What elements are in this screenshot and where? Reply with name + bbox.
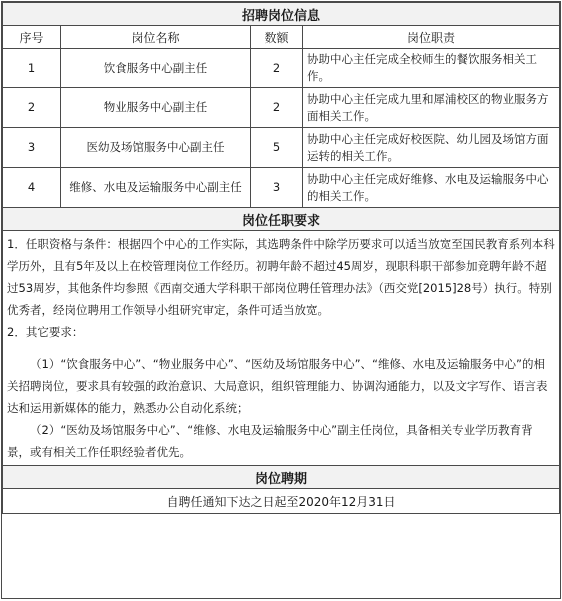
table-row bbox=[3, 49, 560, 88]
row-no: 2 bbox=[3, 88, 61, 128]
row-no: 1 bbox=[3, 49, 61, 88]
header-duty: 岗位职责 bbox=[303, 26, 560, 49]
row-count: 5 bbox=[251, 128, 303, 168]
section-title-positions: 招聘岗位信息 bbox=[3, 3, 560, 26]
row-name: 物业服务中心副主任 bbox=[61, 88, 251, 128]
requirement-other-1: （1）“饮食服务中心”、“物业服务中心”、“医幼及场馆服务中心”、“维修、水电及运输服务中心”的相关招聘岗位，要求具有较强的政治意识、大局意识，组织管理能力、协调沟通能力，以及文字写作、语言表达和运用新媒体的能力，熟悉办公自动化系统； bbox=[7, 357, 548, 415]
section-title-requirements: 岗位任职要求 bbox=[3, 208, 560, 231]
row-no: 3 bbox=[3, 128, 61, 168]
requirements-body bbox=[3, 231, 560, 466]
row-duty: 协助中心主任完成全校师生的餐饮服务相关工作。 bbox=[303, 49, 560, 88]
row-no: 4 bbox=[3, 168, 61, 208]
requirement-other-heading: 2．其它要求： bbox=[7, 325, 84, 339]
job-info-table bbox=[2, 2, 560, 514]
requirement-other-2: （2）“医幼及场馆服务中心”、“维修、水电及运输服务中心”副主任岗位，具备相关专业学历教育背景，或有相关工作任职经验者优先。 bbox=[7, 423, 533, 459]
table-row bbox=[3, 128, 560, 168]
table-row bbox=[3, 88, 560, 128]
job-posting-document bbox=[1, 1, 561, 599]
row-duty: 协助中心主任完成九里和犀浦校区的物业服务方面相关工作。 bbox=[303, 88, 560, 128]
header-count: 数额 bbox=[251, 26, 303, 49]
row-name: 维修、水电及运输服务中心副主任 bbox=[61, 168, 251, 208]
row-count: 2 bbox=[251, 49, 303, 88]
header-no: 序号 bbox=[3, 26, 61, 49]
row-duty: 协助中心主任完成好维修、水电及运输服务中心的相关工作。 bbox=[303, 168, 560, 208]
requirement-qualifications: 1．任职资格与条件：根据四个中心的工作实际，其选聘条件中除学历要求可以适当放宽至国民教育系列本科学历外，且有5年及以上在校管理岗位工作经历。初聘年龄不超过45周岁，现职科职干部参加竞聘年龄不超过53周岁，其他条件均参照《西南交通大学科职干部岗位聘任管理办法》（西交党[2015]28号）执行。特别优秀者，经岗位聘用工作领导小组研究审定，条件可适当放宽。 bbox=[7, 237, 555, 317]
section-title-term: 岗位聘期 bbox=[3, 466, 560, 489]
header-name: 岗位名称 bbox=[61, 26, 251, 49]
table-row bbox=[3, 168, 560, 208]
row-duty: 协助中心主任完成好校医院、幼儿园及场馆方面运转的相关工作。 bbox=[303, 128, 560, 168]
row-name: 饮食服务中心副主任 bbox=[61, 49, 251, 88]
row-count: 2 bbox=[251, 88, 303, 128]
term-text: 自聘任通知下达之日起至2020年12月31日 bbox=[3, 489, 560, 514]
row-count: 3 bbox=[251, 168, 303, 208]
row-name: 医幼及场馆服务中心副主任 bbox=[61, 128, 251, 168]
